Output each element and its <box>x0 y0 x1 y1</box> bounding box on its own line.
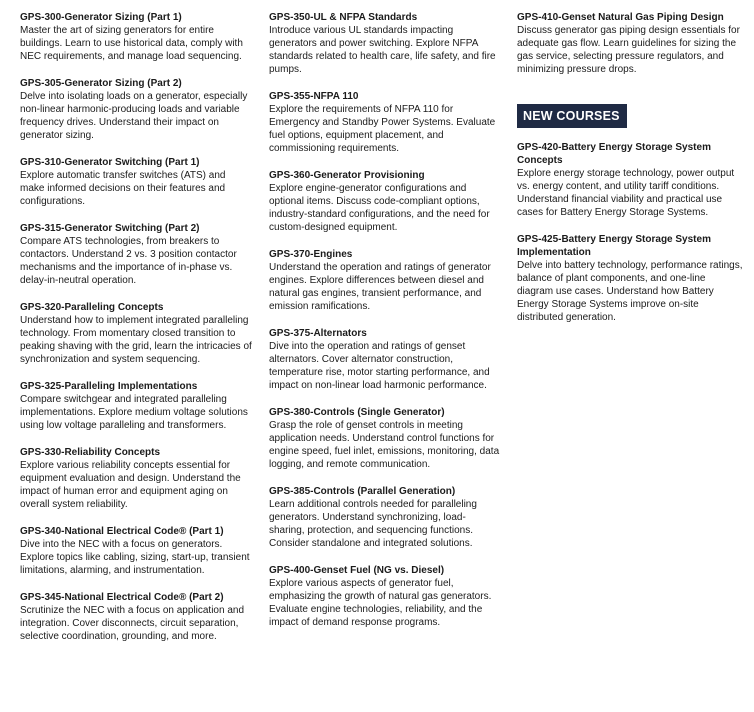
course-title: GPS-325-Paralleling Implementations <box>20 381 198 392</box>
course-item <box>269 327 501 392</box>
course-description: Compare ATS technologies, from breakers to contactors. Understand 2 vs. 3 position contactor mechanisms and the importance of in-phase vs. delay-in-neutral operation. <box>20 236 237 286</box>
course-description: Master the art of sizing generators for entire buildings. Learn to use historical data, comply with NEC requirements, and manage load sequencing. <box>20 25 243 62</box>
course-item <box>269 248 501 313</box>
catalog-column-3 <box>517 11 743 338</box>
course-item <box>269 169 501 234</box>
course-title: GPS-340-National Electrical Code® (Part 1) <box>20 526 224 537</box>
course-title: GPS-385-Controls (Parallel Generation) <box>269 486 456 497</box>
course-description: Delve into battery technology, performance ratings, balance of plant components, and one-line diagram use cases. Understand how Battery Energy Storage Systems improve on-site distributed generation. <box>517 260 743 323</box>
course-description: Delve into isolating loads on a generator, especially non-linear harmonic-producing loads and variable frequency drives. Understand their impact on generator sizing. <box>20 91 248 141</box>
course-title: GPS-425-Battery Energy Storage System Implementation <box>517 234 711 258</box>
course-title: GPS-320-Paralleling Concepts <box>20 302 164 313</box>
course-title: GPS-355-NFPA 110 <box>269 91 359 102</box>
catalog-column-1 <box>20 11 252 657</box>
course-title: GPS-360-Generator Provisioning <box>269 170 425 181</box>
course-item <box>20 222 252 287</box>
course-item <box>269 564 501 629</box>
course-description: Introduce various UL standards impacting generators and power switching. Explore NFPA standards related to health care, life safety, and fire pumps. <box>269 25 496 75</box>
course-description: Explore various reliability concepts essential for equipment evaluation and design. Understand the impact of human error and equipment aging on overall system reliability. <box>20 460 241 510</box>
course-item <box>20 380 252 432</box>
course-item <box>20 301 252 366</box>
course-description: Scrutinize the NEC with a focus on application and integration. Cover disconnects, circuit separation, selective coordination, grounding, and more. <box>20 605 245 642</box>
course-title: GPS-400-Genset Fuel (NG vs. Diesel) <box>269 565 445 576</box>
new-course-item <box>517 233 743 324</box>
catalog-column-2 <box>269 11 501 643</box>
course-description: Grasp the role of genset controls in meeting application needs. Understand control functions for engine speed, fuel inlet, emissions, monitoring, data logging, and remote communication. <box>269 420 500 470</box>
course-item <box>20 11 252 63</box>
course-title: GPS-350-UL & NFPA Standards <box>269 12 418 23</box>
course-title: GPS-315-Generator Switching (Part 2) <box>20 223 200 234</box>
course-item <box>20 525 252 577</box>
course-item <box>20 77 252 142</box>
course-description: Dive into the NEC with a focus on generators. Explore topics like cabling, sizing, start-up, transient limitations, alarming, and instrumentation. <box>20 539 250 576</box>
course-item <box>20 446 252 511</box>
course-title: GPS-330-Reliability Concepts <box>20 447 161 458</box>
course-item <box>269 406 501 471</box>
course-title: GPS-345-National Electrical Code® (Part 2) <box>20 592 224 603</box>
course-description: Explore engine-generator configurations and optional items. Discuss code-compliant options, industry-standard configurations, and the need for custom-designed equipment. <box>269 183 490 233</box>
course-title: GPS-370-Engines <box>269 249 353 260</box>
course-title: GPS-300-Generator Sizing (Part 1) <box>20 12 182 23</box>
course-item <box>20 156 252 208</box>
course-title: GPS-380-Controls (Single Generator) <box>269 407 445 418</box>
course-description: Explore the requirements of NFPA 110 for Emergency and Standby Power Systems. Evaluate fuel options, equipment placement, and commissioning requirements. <box>269 104 496 154</box>
course-title: GPS-420-Battery Energy Storage System Concepts <box>517 142 711 166</box>
course-description: Learn additional controls needed for paralleling generators. Understand synchronizing, load-sharing, protection, and sequencing functions. Consider standalone and integrated solutions. <box>269 499 477 549</box>
course-description: Explore energy storage technology, power output vs. energy content, and utility tariff conditions. Understand financial viability and practical use cases for Battery Energy Storage Systems. <box>517 168 735 218</box>
new-courses-badge: NEW COURSES <box>517 104 627 128</box>
course-title: GPS-305-Generator Sizing (Part 2) <box>20 78 182 89</box>
course-title: GPS-375-Alternators <box>269 328 367 339</box>
course-item <box>269 11 501 76</box>
course-title: GPS-410-Genset Natural Gas Piping Design <box>517 12 724 23</box>
course-item <box>20 591 252 643</box>
new-course-item <box>517 141 743 219</box>
course-item <box>269 90 501 155</box>
course-description: Compare switchgear and integrated paralleling implementations. Explore medium voltage solutions using low voltage paralleling and transformers. <box>20 394 248 431</box>
course-description: Dive into the operation and ratings of genset alternators. Cover alternator construction, temperature rise, motor starting performance, and impact on non-linear load harmonic performance. <box>269 341 490 391</box>
course-description: Understand the operation and ratings of generator engines. Explore differences between diesel and natural gas engines, transient performance, and emission ramifications. <box>269 262 491 312</box>
course-description: Discuss generator gas piping design essentials for adequate gas flow. Learn guidelines for sizing the gas service, selecting pressure regulators, and minimizing pressure drops. <box>517 25 740 75</box>
course-description: Understand how to implement integrated paralleling technology. From momentary closed transition to peaking shaving with the grid, learn the intricacies of synchronization and system sequencing. <box>20 315 252 365</box>
course-item <box>269 485 501 550</box>
course-description: Explore automatic transfer switches (ATS) and make informed decisions on their features and configurations. <box>20 170 226 207</box>
course-title: GPS-310-Generator Switching (Part 1) <box>20 157 200 168</box>
course-item <box>517 11 743 76</box>
course-description: Explore various aspects of generator fuel, emphasizing the growth of natural gas generators. Evaluate engine technologies, reliability, and the impact of demand response programs. <box>269 578 492 628</box>
